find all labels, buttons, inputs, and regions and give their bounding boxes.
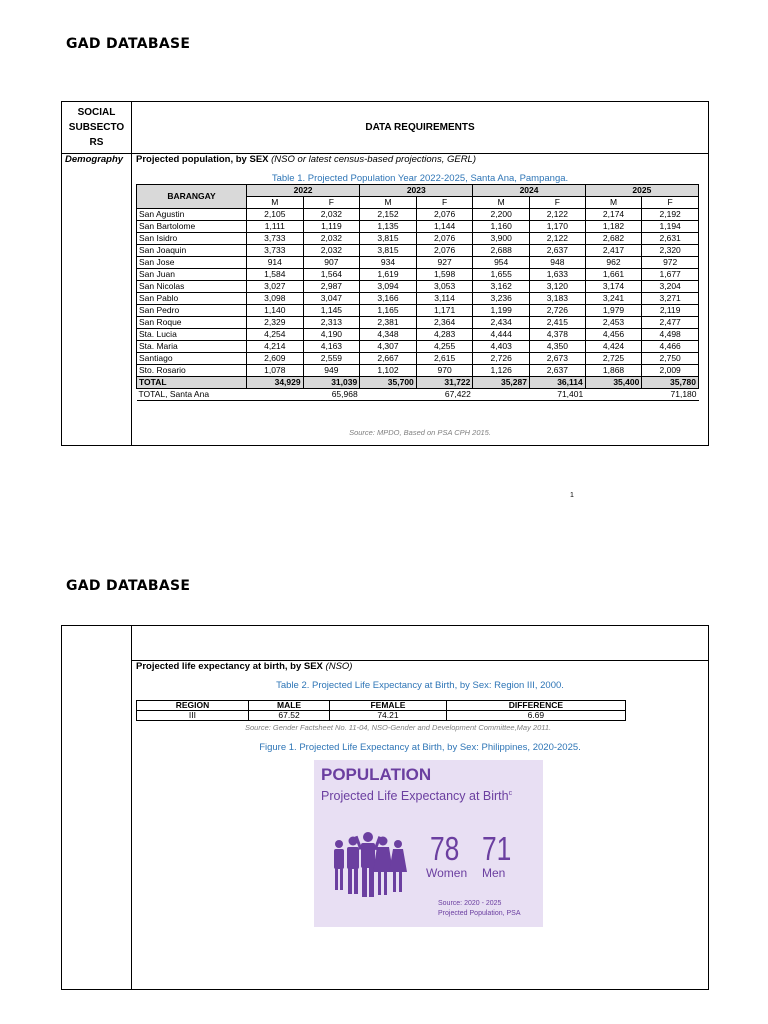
- life-expectancy-table: [136, 700, 626, 721]
- barangay-name: Santiago: [137, 353, 247, 365]
- difference-cell: 6.69: [446, 711, 625, 721]
- population-cell: 1,633: [529, 269, 585, 281]
- barangay-name: San Roque: [137, 317, 247, 329]
- population-cell: 2,192: [642, 209, 699, 221]
- population-cell: 3,166: [360, 293, 417, 305]
- table-row: [137, 293, 699, 305]
- male-header: MALE: [248, 701, 329, 711]
- population-cell: 972: [642, 257, 699, 269]
- table-source: Source: MPDO, Based on PSA CPH 2015.: [349, 428, 491, 437]
- population-cell: 4,378: [529, 329, 585, 341]
- population-cell: 3,174: [585, 281, 642, 293]
- population-cell: 2,417: [585, 245, 642, 257]
- population-cell: 2,152: [360, 209, 417, 221]
- figure-title: Figure 1. Projected Life Expectancy at Birth, by Sex: Philippines, 2020-2025.: [259, 742, 581, 753]
- barangay-name: San Juan: [137, 269, 247, 281]
- population-cell: 2,682: [585, 233, 642, 245]
- barangay-name: San Bartolome: [137, 221, 247, 233]
- population-cell: 1,677: [642, 269, 699, 281]
- total-cell: 31,039: [303, 377, 360, 389]
- barangay-name: San Isidro: [137, 233, 247, 245]
- population-cell: 2,726: [473, 353, 530, 365]
- population-cell: 2,477: [642, 317, 699, 329]
- population-cell: 4,424: [585, 341, 642, 353]
- population-cell: 1,584: [247, 269, 304, 281]
- population-cell: 1,619: [360, 269, 417, 281]
- population-cell: 2,105: [247, 209, 304, 221]
- population-cell: 2,688: [473, 245, 530, 257]
- population-cell: 1,160: [473, 221, 530, 233]
- population-cell: 2,032: [303, 245, 360, 257]
- population-cell: 2,313: [303, 317, 360, 329]
- population-cell: 3,733: [247, 245, 304, 257]
- row-label-demography: Demography: [65, 154, 124, 165]
- infographic-title: POPULATION: [321, 765, 432, 784]
- population-cell: 1,979: [585, 305, 642, 317]
- table-row: [137, 353, 699, 365]
- year-header: 2023: [360, 185, 473, 197]
- table-row: [137, 233, 699, 245]
- population-cell: 3,114: [416, 293, 473, 305]
- infographic-source-line1: Source: 2020 - 2025: [438, 900, 502, 907]
- population-cell: 1,598: [416, 269, 473, 281]
- requirement-italic: (NSO): [325, 661, 353, 672]
- difference-header: DIFFERENCE: [446, 701, 625, 711]
- table-row: [137, 317, 699, 329]
- table-row: [137, 341, 699, 353]
- population-cell: 1,661: [585, 269, 642, 281]
- population-cell: 2,076: [416, 209, 473, 221]
- requirement-text: [136, 661, 352, 672]
- total-cell: 35,287: [473, 377, 530, 389]
- population-cell: 1,140: [247, 305, 304, 317]
- men-value: 71: [482, 830, 512, 867]
- population-cell: 914: [247, 257, 304, 269]
- male-col-header: M: [585, 197, 642, 209]
- population-cell: 4,350: [529, 341, 585, 353]
- total-cell: 34,929: [247, 377, 304, 389]
- page-number: 1: [570, 492, 574, 499]
- population-cell: 3,183: [529, 293, 585, 305]
- table-row: [137, 209, 699, 221]
- population-cell: 3,733: [247, 233, 304, 245]
- grand-total-label: TOTAL, Santa Ana: [138, 389, 210, 399]
- population-cell: 4,254: [247, 329, 304, 341]
- total-cell: 35,400: [585, 377, 642, 389]
- population-cell: 4,403: [473, 341, 530, 353]
- population-cell: 3,047: [303, 293, 360, 305]
- total-cell: 36,114: [529, 377, 585, 389]
- male-cell: 67.52: [248, 711, 329, 721]
- population-cell: 949: [303, 365, 360, 377]
- total-cell: 35,700: [360, 377, 417, 389]
- population-cell: 2,032: [303, 233, 360, 245]
- men-label: Men: [482, 866, 506, 880]
- grand-total-cell: 71,180: [670, 389, 697, 399]
- population-cell: 1,170: [529, 221, 585, 233]
- population-cell: 2,637: [529, 245, 585, 257]
- population-cell: 1,102: [360, 365, 417, 377]
- col-header-data-requirements: DATA REQUIREMENTS: [365, 122, 475, 133]
- population-cell: 4,214: [247, 341, 304, 353]
- col-header-subsectors: SOCIAL SUBSECTO RS: [68, 107, 125, 148]
- population-cell: 1,144: [416, 221, 473, 233]
- population-cell: 2,032: [303, 209, 360, 221]
- population-cell: 3,098: [247, 293, 304, 305]
- population-cell: 1,171: [416, 305, 473, 317]
- population-cell: 3,204: [642, 281, 699, 293]
- population-cell: 3,027: [247, 281, 304, 293]
- population-cell: 2,174: [585, 209, 642, 221]
- population-cell: 927: [416, 257, 473, 269]
- population-cell: 2,559: [303, 353, 360, 365]
- male-col-header: M: [360, 197, 417, 209]
- table-row: [137, 305, 699, 317]
- population-cell: 2,615: [416, 353, 473, 365]
- region-header: REGION: [137, 701, 249, 711]
- population-cell: 2,364: [416, 317, 473, 329]
- population-cell: 1,078: [247, 365, 304, 377]
- population-cell: 2,726: [529, 305, 585, 317]
- population-cell: 1,868: [585, 365, 642, 377]
- requirement-italic: (NSO or latest census-based projections, GERL): [271, 154, 477, 165]
- population-cell: 3,815: [360, 245, 417, 257]
- year-header: 2024: [473, 185, 585, 197]
- population-cell: 1,119: [303, 221, 360, 233]
- page-heading: GAD DATABASE: [66, 578, 191, 594]
- population-cell: 4,456: [585, 329, 642, 341]
- infographic-superscript: c: [508, 789, 513, 797]
- barangay-name: Sto. Rosario: [137, 365, 247, 377]
- infographic-subtitle: [321, 789, 512, 803]
- population-cell: 934: [360, 257, 417, 269]
- barangay-name: San Pablo: [137, 293, 247, 305]
- barangay-name: San Pedro: [137, 305, 247, 317]
- population-cell: 3,241: [585, 293, 642, 305]
- table-row: [137, 245, 699, 257]
- population-cell: 2,076: [416, 245, 473, 257]
- total-label: TOTAL: [137, 377, 247, 389]
- table-title: Table 1. Projected Population Year 2022-2025, Santa Ana, Pampanga.: [271, 173, 569, 184]
- population-cell: 2,076: [416, 233, 473, 245]
- table-title: Table 2. Projected Life Expectancy at Birth, by Sex: Region III, 2000.: [276, 680, 564, 691]
- grand-total-row: [137, 389, 699, 401]
- population-cell: 954: [473, 257, 530, 269]
- population-cell: 4,498: [642, 329, 699, 341]
- male-col-header: M: [247, 197, 304, 209]
- population-cell: 1,135: [360, 221, 417, 233]
- population-cell: 4,466: [642, 341, 699, 353]
- barangay-name: San Nicolas: [137, 281, 247, 293]
- population-cell: 3,236: [473, 293, 530, 305]
- population-cell: 2,119: [642, 305, 699, 317]
- barangay-name: San Agustin: [137, 209, 247, 221]
- barangay-name: Sta. Maria: [137, 341, 247, 353]
- table-row: [137, 257, 699, 269]
- male-col-header: M: [473, 197, 530, 209]
- population-cell: 2,381: [360, 317, 417, 329]
- barangay-header: BARANGAY: [137, 185, 247, 209]
- data-requirements-table-continued: [61, 625, 709, 990]
- infographic-source-line2: Projected Population, PSA: [438, 910, 521, 917]
- population-cell: 2,434: [473, 317, 530, 329]
- data-requirements-table: [61, 101, 709, 446]
- barangay-name: San Jose: [137, 257, 247, 269]
- female-cell: 74.21: [330, 711, 447, 721]
- population-cell: 3,900: [473, 233, 530, 245]
- population-cell: 1,182: [585, 221, 642, 233]
- population-cell: 2,673: [529, 353, 585, 365]
- population-cell: 1,145: [303, 305, 360, 317]
- population-cell: 3,053: [416, 281, 473, 293]
- population-cell: 962: [585, 257, 642, 269]
- population-cell: 2,329: [247, 317, 304, 329]
- female-col-header: F: [642, 197, 699, 209]
- requirement-bold: Projected population, by SEX: [136, 154, 269, 165]
- table-row: [137, 221, 699, 233]
- population-cell: 970: [416, 365, 473, 377]
- population-cell: 4,444: [473, 329, 530, 341]
- year-header: 2025: [585, 185, 698, 197]
- page-heading: GAD DATABASE: [66, 36, 191, 52]
- population-cell: 4,190: [303, 329, 360, 341]
- population-cell: 4,348: [360, 329, 417, 341]
- population-cell: 2,320: [642, 245, 699, 257]
- population-cell: 1,564: [303, 269, 360, 281]
- population-cell: 1,126: [473, 365, 530, 377]
- population-cell: 3,162: [473, 281, 530, 293]
- population-cell: 2,637: [529, 365, 585, 377]
- grand-total-cell: 71,401: [557, 389, 584, 399]
- women-value: 78: [430, 830, 460, 867]
- population-cell: 2,009: [642, 365, 699, 377]
- female-col-header: F: [303, 197, 360, 209]
- total-cell: 35,780: [642, 377, 699, 389]
- female-col-header: F: [529, 197, 585, 209]
- population-cell: 2,122: [529, 233, 585, 245]
- population-cell: 3,815: [360, 233, 417, 245]
- population-cell: 1,111: [247, 221, 304, 233]
- barangay-name: Sta. Lucia: [137, 329, 247, 341]
- total-row: [137, 377, 699, 389]
- table-source: Source: Gender Factsheet No. 11-04, NSO-Gender and Development Committee,May 2011.: [245, 723, 552, 732]
- life-expectancy-infographic: [314, 760, 543, 927]
- population-cell: 3,120: [529, 281, 585, 293]
- population-cell: 1,165: [360, 305, 417, 317]
- grand-total-cell: 65,968: [331, 389, 358, 399]
- infographic-subtitle-text: Projected Life Expectancy at Birth: [321, 789, 509, 803]
- population-cell: 948: [529, 257, 585, 269]
- grand-total-cell: 67,422: [444, 389, 471, 399]
- female-header: FEMALE: [330, 701, 447, 711]
- population-cell: 2,200: [473, 209, 530, 221]
- population-cell: 4,163: [303, 341, 360, 353]
- population-cell: 3,094: [360, 281, 417, 293]
- population-cell: 2,453: [585, 317, 642, 329]
- population-cell: 1,655: [473, 269, 530, 281]
- population-table: [136, 184, 699, 401]
- population-cell: 2,987: [303, 281, 360, 293]
- table-row: [137, 329, 699, 341]
- population-cell: 2,631: [642, 233, 699, 245]
- people-group-icon: [330, 830, 412, 900]
- population-cell: 2,415: [529, 317, 585, 329]
- requirement-text: [136, 154, 476, 165]
- population-cell: 4,283: [416, 329, 473, 341]
- population-cell: 3,271: [642, 293, 699, 305]
- population-cell: 4,307: [360, 341, 417, 353]
- table-row: [137, 281, 699, 293]
- total-cell: 31,722: [416, 377, 473, 389]
- female-col-header: F: [416, 197, 473, 209]
- population-cell: 2,750: [642, 353, 699, 365]
- population-cell: 1,194: [642, 221, 699, 233]
- population-cell: 4,255: [416, 341, 473, 353]
- barangay-name: San Joaquin: [137, 245, 247, 257]
- population-cell: 2,725: [585, 353, 642, 365]
- table-row: [137, 365, 699, 377]
- table-row: [137, 269, 699, 281]
- requirement-bold: Projected life expectancy at birth, by SEX: [136, 661, 323, 672]
- population-cell: 2,667: [360, 353, 417, 365]
- population-cell: 2,122: [529, 209, 585, 221]
- women-label: Women: [426, 866, 468, 880]
- population-cell: 2,609: [247, 353, 304, 365]
- population-cell: 907: [303, 257, 360, 269]
- region-cell: III: [137, 711, 249, 721]
- population-cell: 1,199: [473, 305, 530, 317]
- year-header: 2022: [247, 185, 360, 197]
